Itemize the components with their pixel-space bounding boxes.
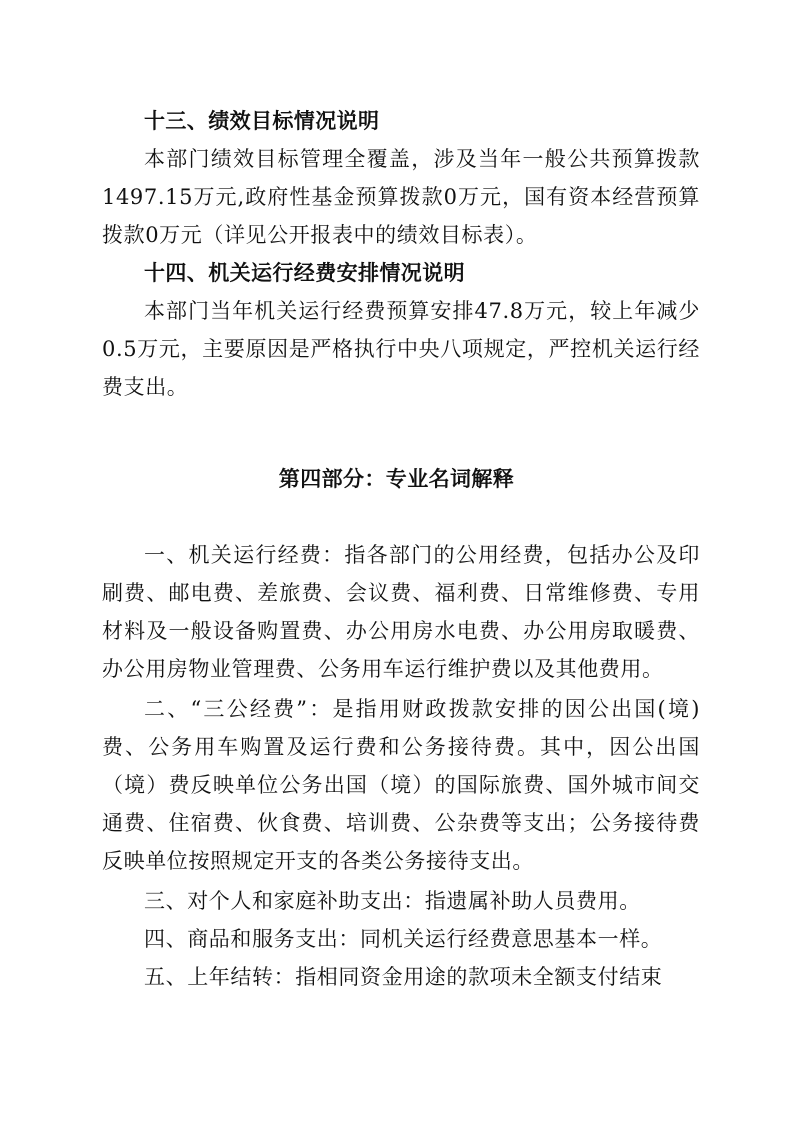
- section-14-body: 本部门当年机关运行经费预算安排47.8万元，较上年减少0.5万元，主要原因是严格执行中央八项规定，严控机关运行经费支出。: [102, 299, 700, 399]
- glossary-item: 四、商品和服务支出：同机关运行经费意思基本一样。: [144, 927, 663, 951]
- section-13-body: 本部门绩效目标管理全覆盖，涉及当年一般公共预算拨款1497.15万元,政府性基金预算拨款0万元，国有资本经营预算拨款0万元（详见公开报表中的绩效目标表）。: [102, 147, 700, 247]
- glossary-item: 二、“三公经费”：是指用财政拨款安排的因公出国(境)费、公务用车购置及运行费和公务接待费。其中，因公出国（境）费反映单位公务出国（境）的国际旅费、国外城市间交通费、住宿费、伙食费、培训费、公杂费等支出；公务接待费反映单位按照规定开支的各类公务接待支出。: [102, 697, 700, 873]
- section-14-heading: 十四、机关运行经费安排情况说明: [144, 261, 465, 285]
- section-13: [102, 102, 700, 254]
- glossary-item: 一、机关运行经费：指各部门的公用经费，包括办公及印刷费、邮电费、差旅费、会议费、福利费、日常维修费、专用材料及一般设备购置费、办公用房水电费、办公用房取暖费、办公用房物业管理费、公务用车运行维护费以及其他费用。: [102, 543, 700, 681]
- glossary-item: 三、对个人和家庭补助支出：指遗属补助人员费用。: [144, 889, 641, 913]
- glossary-4: [102, 920, 700, 958]
- part-4-title: 第四部分：专业名词解释: [278, 467, 515, 491]
- section-14: [102, 254, 700, 406]
- glossary-5: [102, 958, 700, 996]
- glossary-1: [102, 536, 700, 688]
- glossary-item: 五、上年结转：指相同资金用途的款项未全额支付结束: [144, 965, 663, 989]
- glossary-3: [102, 882, 700, 920]
- section-13-heading: 十三、绩效目标情况说明: [144, 109, 380, 133]
- glossary-2: [102, 690, 700, 880]
